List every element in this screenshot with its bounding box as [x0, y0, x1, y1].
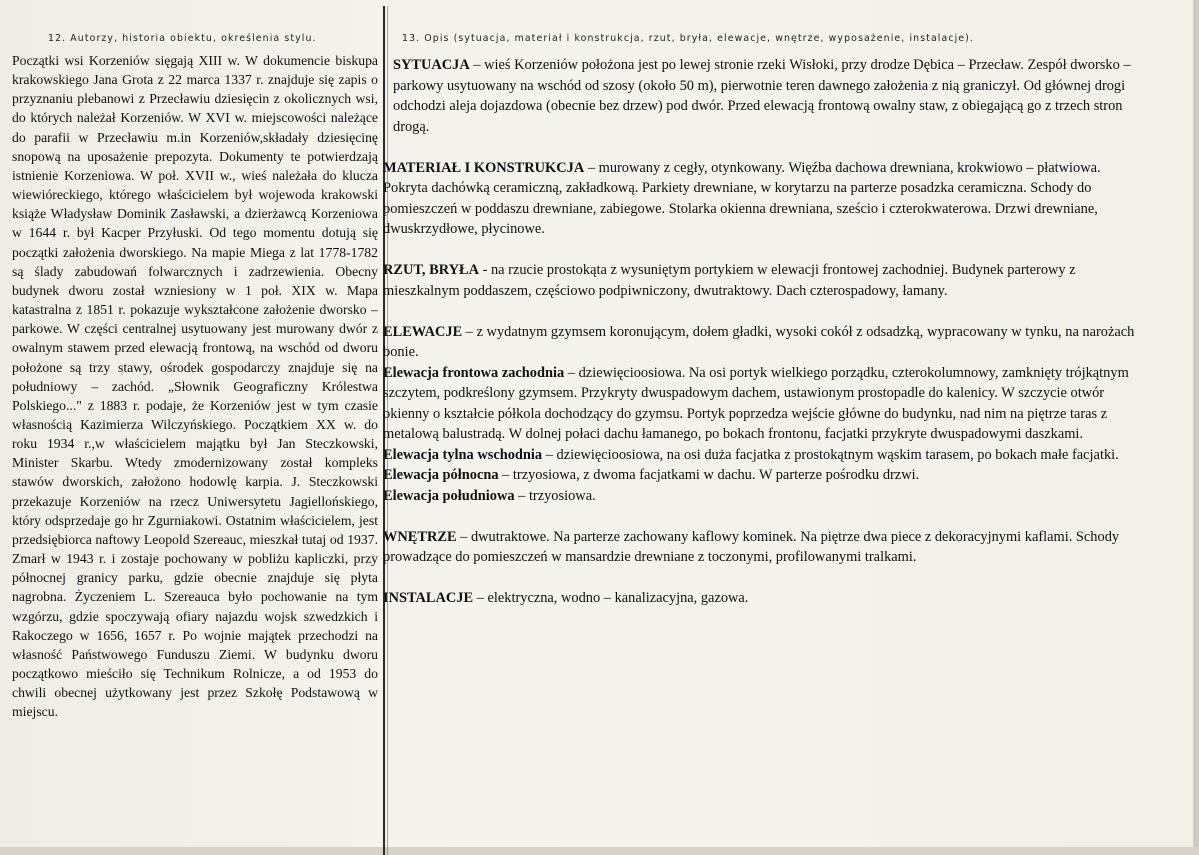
history-text: Początki wsi Korzeniów sięgają XIII w. W dokumencie biskupa krakowskiego Jana Grota z 22 marca 1337 r. znajduje się zapis o przyznaniu plebanowi z Przecławiu dziesięcin z okolicznych wsi, do których należał Korzeniów. W XVI w. miejscowości należące do parafii w Przecławiu m.in Korzeniów,składały dziesięcinę snopową na uposażenie prepozyta. Dokumenty te potwierdzają istnienie Korzeniowa. W poł. XVII w., wieś należała do klucza wiewióreckiego, którego właścicielem był wojewoda krakowski książe Władysław Dominik Zasławski, a dzierżawcą Korzeniowa w 1644 r. był Kacper Przyłuski. Od tego momentu dotują się początki założenia dworskiego. Na mapie Miega z lat 1778-1782 są ślady zabudowań folwarcznych i zadrzewienia. Obecny budynek dworu został wzniesiony w 1 poł. XIX w. Mapa katastralna z 1851 r. pokazuje wykształcone założenie dworsko – parkowe. W części centralnej usytuowany jest murowany dwór z owalnym stawem przed elewacją frontową, na wschód od dworu położone są trzy stawy, ośrodek gospodarczy znajduje się na południowy – zachód. „Słownik Geograficzny Królestwa Polskiego..." z 1883 r. podaje, że Korzeniów jest w tym czasie własnością Kazimierza Wilczyńskiego. Początkiem XX w. do roku 1934 r.,w właścicielem majątku był Jan Steczkowski, Minister Skarbu. Wtedy zmodernizowany został kompleks stawów dworskich, założono hodowlę karpia. J. Steczkowski przekazuje Korzeniów na rzecz Uniwersytetu Jagiellońskiego, który odsprzedaje go hr Zgurniakowi. Ostatnim właścicielem, jest przedsiębiorca naftowy Leopold Szereauc, mieszkał tutaj od 1937. Zmarł w 1943 r. i zostaje pochowany w pobliżu kapliczki, przy północnej granicy parku, gdzie obecnie znajduje się płyta nagrobna. Życzeniem L. Szereauca było pochowanie na tym wzgórzu, gdzie spoczywają ofiary najazdu wojsk szwedzkich i Rakoczego w 1656, 1657 r. Po wojnie majątek przechodzi na własność Państwowego Funduszu Ziemi. W budynku dworu początkowo mieściło się Technikum Rolnicze, a od 1953 do chwili obecnej użytkowany jest przez Szkołę Podstawową w miejscu.	[12, 53, 378, 720]
rear-elevation-paragraph	[383, 445, 1145, 466]
elevations-paragraph	[383, 322, 1145, 363]
installations-label: INSTALACJE	[383, 590, 474, 606]
south-elevation-paragraph	[383, 486, 1145, 507]
plan-label: RZUT, BRYŁA	[383, 262, 479, 278]
installations-paragraph	[383, 588, 1145, 609]
page-edge-bottom	[0, 847, 1199, 855]
interior-paragraph	[383, 527, 1145, 568]
section-13-header: 13. Opis (sytuacja, materiał i konstrukcja, rzut, bryła, elewacje, wnętrze, wyposażenie, instalacje).	[402, 33, 975, 44]
south-elevation-label: Elewacja południowa	[383, 487, 515, 504]
situation-paragraph	[383, 55, 1145, 137]
front-elevation-label: Elewacja frontowa zachodnia	[383, 364, 565, 381]
rear-elevation-text: – dziewięcioosiowa, na osi duża facjatka z prostokątnym wąskim tarasem, po bokach małe facjatki.	[542, 446, 1119, 463]
plan-text: - na rzucie prostokąta z wysuniętym portykiem w elewacji frontowej zachodniej. Budynek parterowy z mieszkalnym poddaszem, częściowo podpiwniczony, dwutraktowy. Dach czterospadowy, łamany.	[383, 262, 1076, 299]
installations-text: – elektryczna, wodno – kanalizacyjna, gazowa.	[473, 590, 749, 606]
situation-text: – wieś Korzeniów położona jest po lewej stronie rzeki Wisłoki, przy drodze Dębica – Przecław. Zespół dworsko – parkowy usytuowany na wschód od szosy (około 50 m), pierwotnie teren dawnego założenia z nią graniczył. Od głównej drogi odchodzi aleja dojazdowa (obecnie bez drzew) pod dwór. Przed elewacją frontową owalny staw, z obiegającą go z trzech stron drogą.	[393, 57, 1131, 135]
interior-label: WNĘTRZE	[383, 528, 457, 545]
history-column	[12, 51, 378, 721]
south-elevation-text: – trzyosiowa.	[514, 487, 596, 504]
material-label: MATERIAŁ I KONSTRUKCJA	[383, 159, 585, 176]
north-elevation-paragraph	[383, 465, 1145, 486]
section-12-header: 12. Autorzy, historia obiektu, określenia stylu.	[48, 33, 317, 44]
north-elevation-label: Elewacja północna	[383, 467, 499, 483]
material-paragraph	[383, 158, 1145, 240]
material-text: – murowany z cegły, otynkowany. Więźba dachowa drewniana, krokwiowo – płatwiowa. Pokryta dachówką ceramiczną, zakładkową. Parkiety drewniane, w korytarzu na parterze posadzka ceramiczna. Schody do pomieszczeń w poddaszu drewniane, zabiegowe. Stolarka okienna drewniana, sześcio i czterokwaterowa. Drzwi drewniane, dwuskrzydłowe, płycinowe.	[383, 159, 1101, 237]
page-edge-right	[1193, 0, 1199, 855]
plan-paragraph	[383, 260, 1145, 301]
description-column	[383, 55, 1145, 609]
front-elevation-paragraph	[383, 363, 1145, 445]
north-elevation-text: – trzyosiowa, z dwoma facjatkami w dachu. W parterze pośrodku drzwi.	[498, 467, 920, 483]
rear-elevation-label: Elewacja tylna wschodnia	[383, 446, 543, 463]
interior-text: – dwutraktowe. Na parterze zachowany kaflowy kominek. Na piętrze dwa piece z dekoracyjnymi kaflami. Schody prowadzące do pomieszczeń w mansardzie drewniane z toczonymi, profilowanymi tralkami.	[383, 528, 1120, 565]
elevations-label: ELEWACJE	[383, 323, 463, 340]
situation-label: SYTUACJA	[393, 57, 470, 73]
front-elevation-text: – dziewięcioosiowa. Na osi portyk wielkiego porządku, czterokolumnowy, zamknięty trójkątnym szczytem, podkreślony gzymsem. Przykryty dwuspadowym dachem, ustawionym prostopadle do kalenicy. W szczycie otwór okienny o kształcie półkola dochodzący do gzymsu. Portyk poprzedza wejście główne do budynku, nad nim na piętrze taras z metalową balustradą. W dolnej połaci dachu łamanego, po bokach frontonu, facjatki przykryte dwuspadowymi daszkami.	[383, 364, 1129, 442]
elevations-text: – z wydatnym gzymsem koronującym, dołem gładki, wysoki cokół z odsadzką, wypracowany w tynku, na narożach bonie.	[383, 323, 1135, 360]
